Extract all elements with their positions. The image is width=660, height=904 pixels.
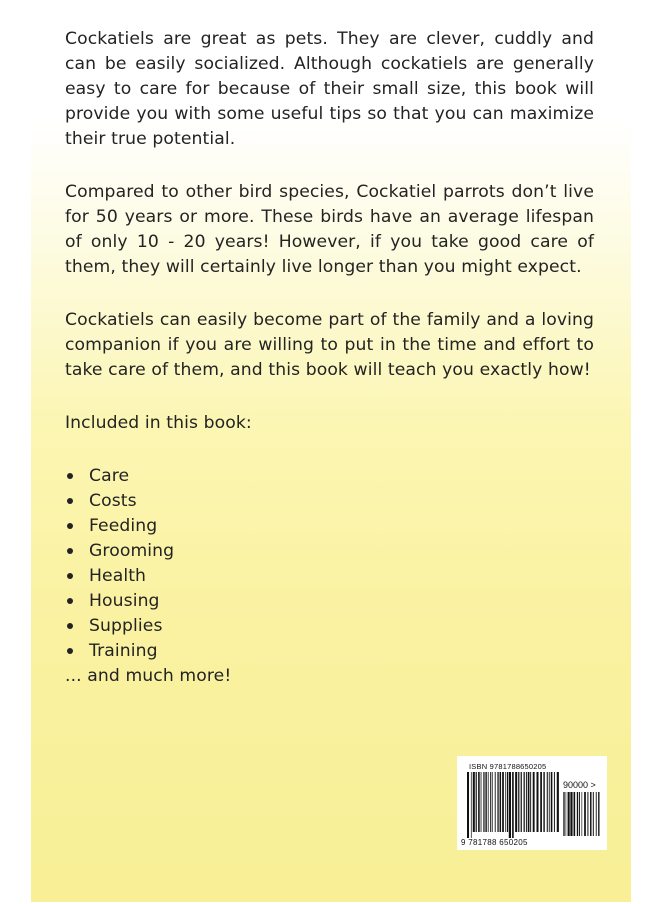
barcode-bar <box>488 772 489 832</box>
bullet-icon <box>67 498 73 504</box>
barcode-bar <box>540 772 542 832</box>
barcode-bar <box>549 772 550 832</box>
list-item-label: Supplies <box>89 616 163 636</box>
list-item <box>65 514 594 539</box>
isbn-barcode <box>457 756 607 850</box>
barcode-bar <box>467 772 469 838</box>
barcode-bar <box>566 792 567 836</box>
barcode-bar <box>521 772 522 832</box>
list-item-label: Health <box>89 566 147 586</box>
list-item <box>65 489 594 514</box>
list-item <box>65 464 594 489</box>
barcode-bar <box>537 772 539 832</box>
bullet-icon <box>67 648 73 654</box>
barcode-bars-icon <box>467 772 559 838</box>
description-text <box>65 27 594 689</box>
barcode-bar <box>515 772 517 832</box>
list-item <box>65 614 594 639</box>
barcode-bar <box>524 772 525 832</box>
barcode-bar <box>500 772 501 832</box>
barcode-bar <box>579 792 580 836</box>
barcode-bar <box>473 772 475 832</box>
barcode-bar <box>574 792 576 836</box>
barcode-bar <box>564 792 565 836</box>
bullet-icon <box>67 598 73 604</box>
barcode-bar <box>587 792 588 836</box>
barcode-bar <box>543 772 544 832</box>
barcode-bar <box>577 792 578 836</box>
contents-list <box>65 464 594 664</box>
barcode-bar <box>512 772 514 838</box>
barcode-bar <box>582 792 583 836</box>
list-item <box>65 564 594 589</box>
barcode-bar <box>530 772 531 832</box>
barcode-addon-bars-icon <box>563 792 601 842</box>
bullet-icon <box>67 523 73 529</box>
barcode-bar <box>497 772 498 832</box>
barcode-bar <box>590 792 591 836</box>
barcode-bar <box>547 772 548 832</box>
barcode-bar <box>490 772 491 832</box>
list-item-label: Costs <box>89 491 137 511</box>
barcode-bar <box>509 772 511 838</box>
barcode-bar <box>598 792 599 836</box>
barcode-bar <box>481 772 482 832</box>
paragraph-3: Cockatiels can easily become part of the family and a loving companion if you are willing to put in the time and effort to take care of them, and this book will teach you exactly how! <box>65 310 594 380</box>
bullet-icon <box>67 473 73 479</box>
barcode-bar <box>505 772 506 832</box>
bullet-icon <box>67 548 73 554</box>
paragraph-1: Cockatiels are great as pets. They are clever, cuddly and can be easily socialized. Although cockatiels are generally easy to care for because of their small size, this book will provide you with some useful tips so that you can maximize their true potential. <box>65 29 594 149</box>
barcode-bar <box>502 772 504 832</box>
barcode-bar <box>471 772 472 838</box>
barcode-bar <box>495 772 496 832</box>
list-item-label: Training <box>89 641 158 661</box>
bullet-icon <box>67 623 73 629</box>
barcode-bar <box>584 792 586 836</box>
barcode-bar <box>557 772 559 832</box>
barcode-bar <box>563 792 564 836</box>
barcode-bar <box>526 772 527 832</box>
barcode-bar <box>596 792 597 836</box>
list-item <box>65 639 594 664</box>
barcode-bar <box>507 772 508 832</box>
list-item-label: Feeding <box>89 516 158 536</box>
barcode-bar <box>478 772 480 832</box>
barcode-bar <box>485 772 486 832</box>
list-item <box>65 589 594 614</box>
barcode-bar <box>551 772 553 832</box>
list-item-label: Care <box>89 466 130 486</box>
barcode-bar <box>528 772 530 832</box>
barcode-digits: 9 781788 650205 <box>461 838 528 847</box>
barcode-bar <box>554 772 555 832</box>
barcode-bar <box>568 792 570 836</box>
isbn-label: ISBN 9781788650205 <box>469 762 547 771</box>
barcode-bar <box>492 772 493 832</box>
included-heading: Included in this book: <box>65 413 252 433</box>
barcode-bar <box>570 792 572 836</box>
barcode-bar <box>483 772 484 832</box>
barcode-bar <box>476 772 477 832</box>
barcode-bar <box>533 772 535 832</box>
closing-text: ... and much more! <box>65 666 232 686</box>
bullet-icon <box>67 573 73 579</box>
list-item-label: Housing <box>89 591 160 611</box>
list-item <box>65 539 594 564</box>
barcode-bar <box>593 792 594 836</box>
paragraph-2: Compared to other bird species, Cockatiel parrots don’t live for 50 years or more. These birds have an average lifespan of only 10 - 20 years! However, if you take good care of them, they will certainly live longer than you might expect. <box>65 182 594 277</box>
price-code: 90000 > <box>563 780 596 790</box>
barcode-bar <box>518 772 519 832</box>
list-item-label: Grooming <box>89 541 175 561</box>
